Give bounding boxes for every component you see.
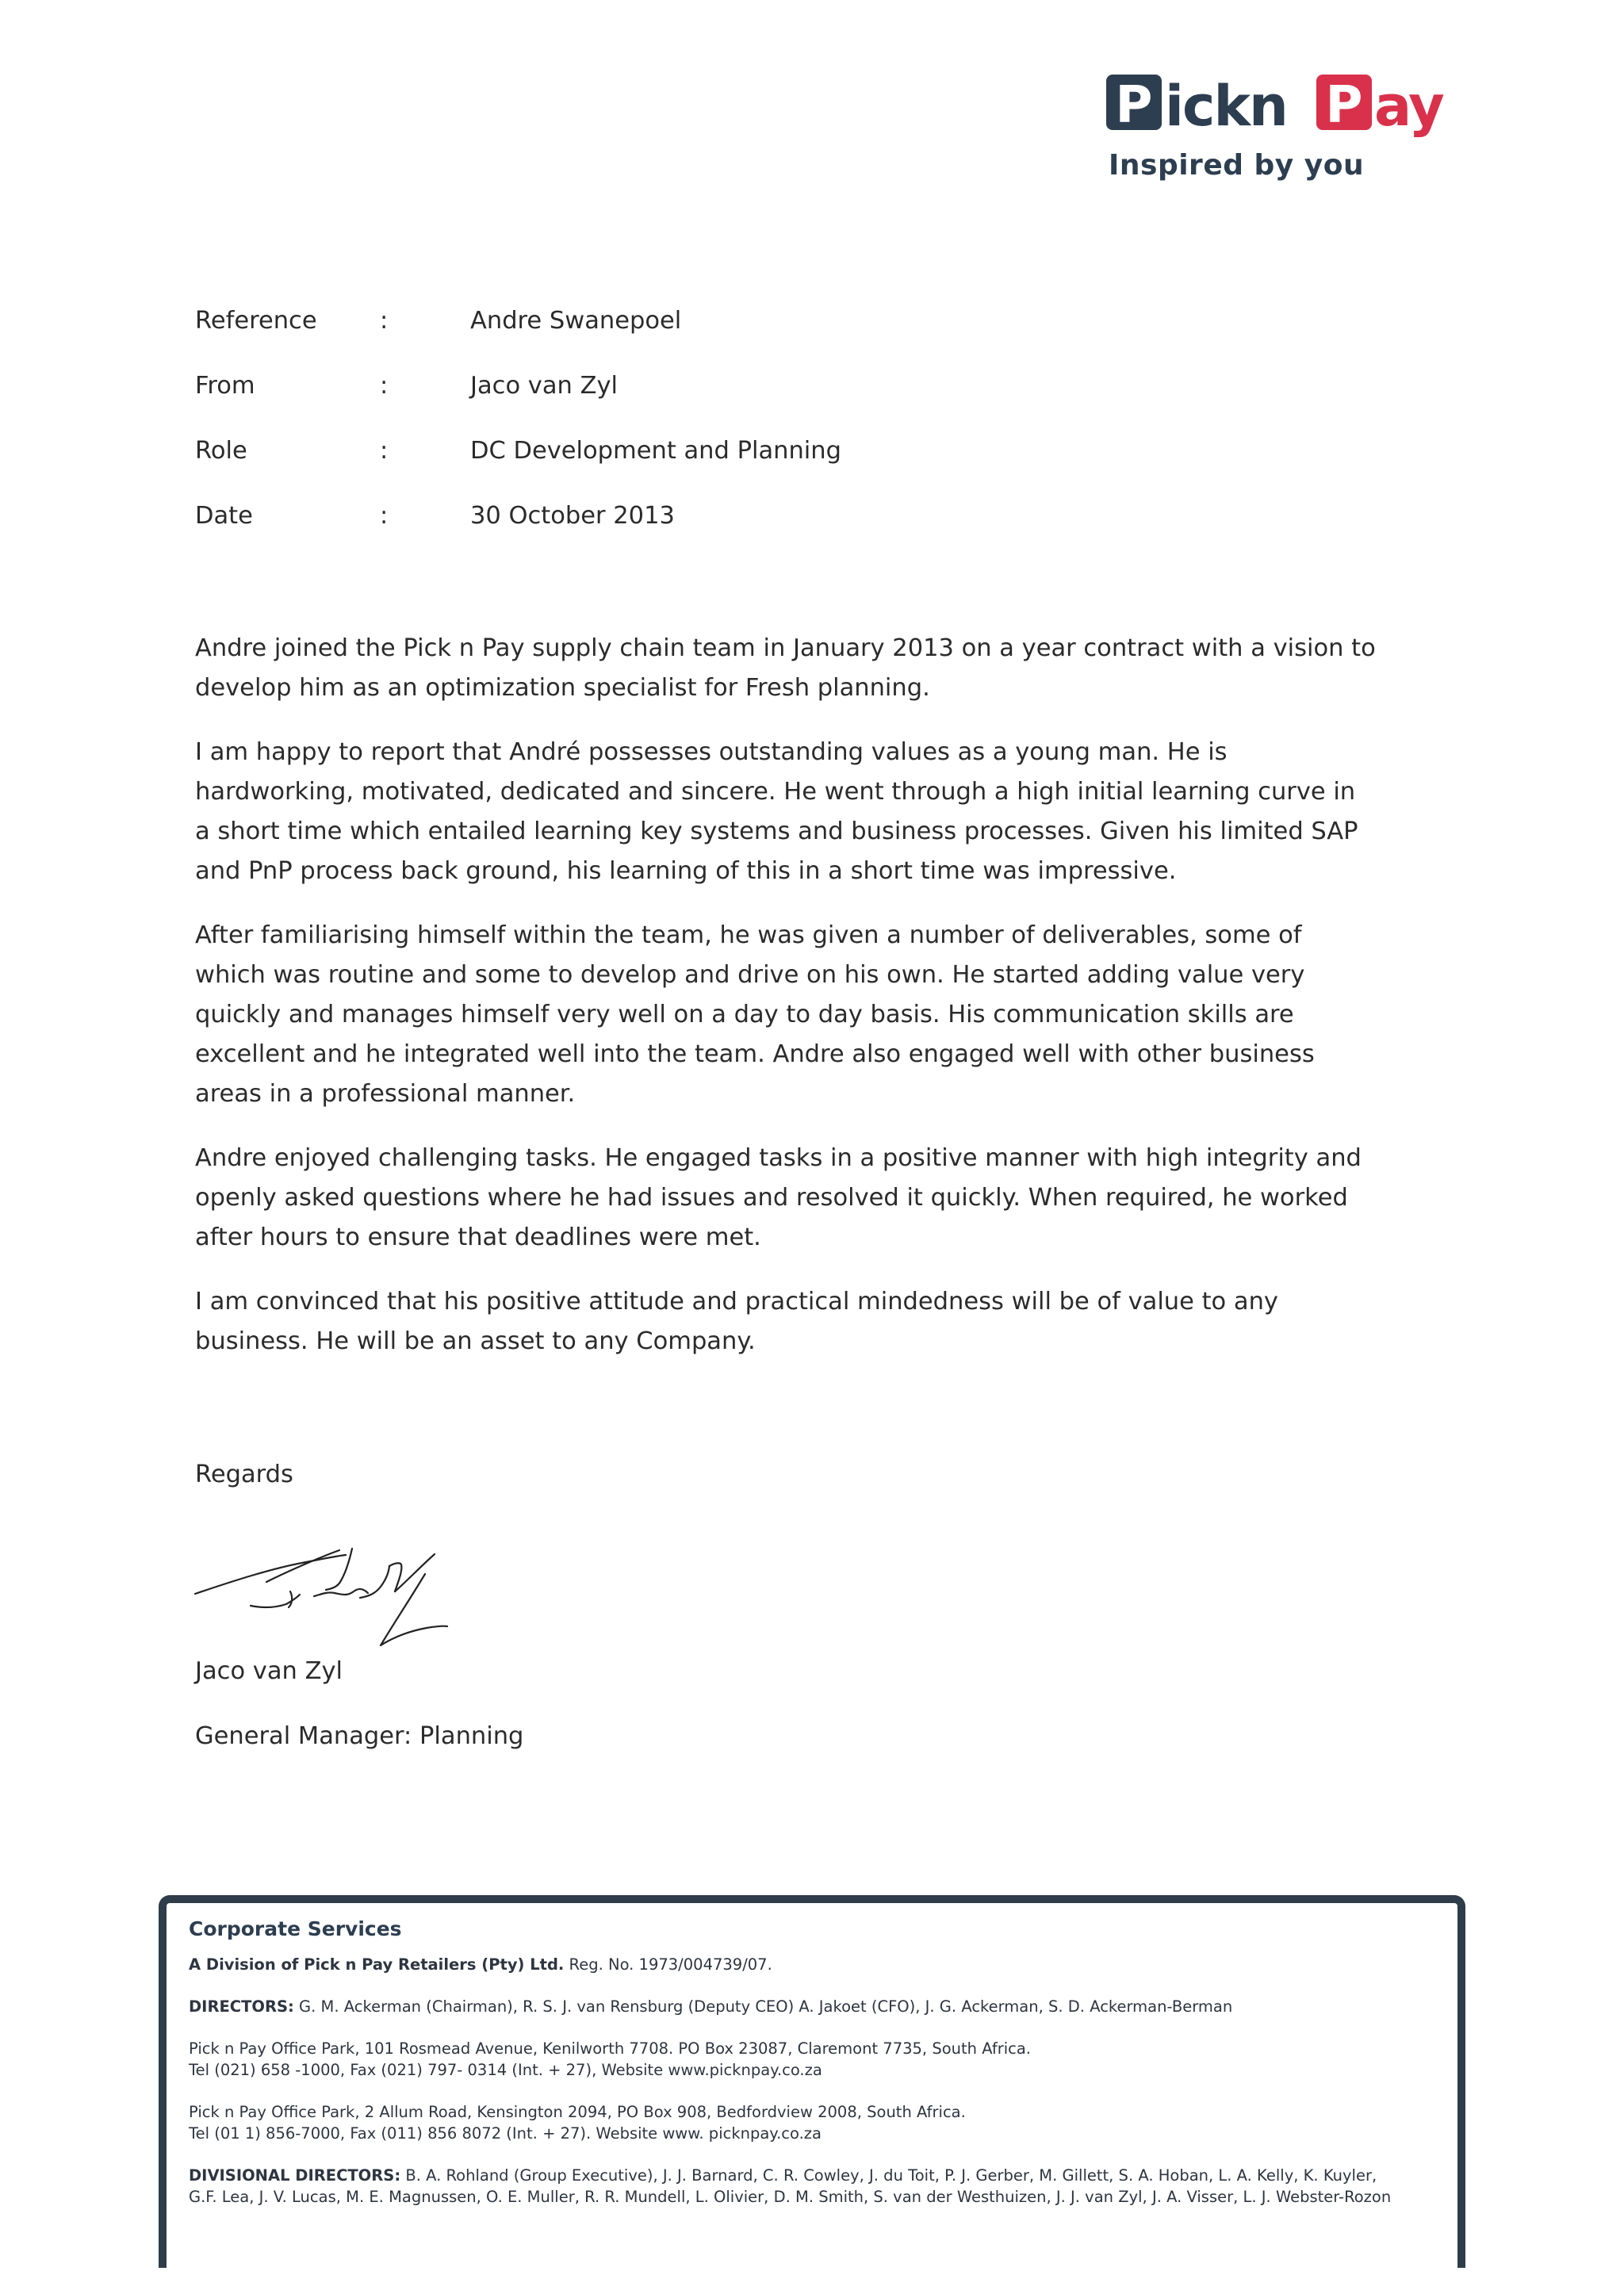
letter-body <box>195 629 1377 1386</box>
logo-tagline: Inspired by you <box>1109 149 1365 182</box>
field-colon: : <box>380 307 389 335</box>
divisional-directors-list: B. A. Rohland (Group Executive), J. J. Barnard, C. R. Cowley, J. du Toit, P. J. Gerber, M. Gillett, S. A. Hoban, L. A. Kelly, K. Kuyler, <box>400 2166 1377 2185</box>
memo-header-fields <box>195 305 909 565</box>
field-value: 30 October 2013 <box>470 502 675 530</box>
svg-text:P: P <box>1115 76 1153 135</box>
svg-text:ay: ay <box>1374 74 1443 139</box>
logo-graphic <box>1106 73 1471 152</box>
directors-list: G. M. Ackerman (Chairman), R. S. J. van Rensburg (Deputy CEO) A. Jakoet (CFO), J. G. Ackerman, S. D. Ackerman-Berman <box>293 1997 1233 2016</box>
svg-text:ickn: ickn <box>1165 74 1287 139</box>
address2-line1: Pick n Pay Office Park, 2 Allum Road, Kensington 2094, PO Box 908, Bedfordview 2008, South Africa. <box>189 2103 966 2121</box>
address1-line1: Pick n Pay Office Park, 101 Rosmead Avenue, Kenilworth 7708. PO Box 23087, Claremont 7735, South Africa. <box>189 2039 1032 2058</box>
svg-text:P: P <box>1325 76 1363 135</box>
closing-regards: Regards <box>195 1461 293 1488</box>
body-paragraph: I am happy to report that André possesses outstanding values as a young man. He is hardworking, motivated, dedicated and sincere. He went through a high initial learning curve in a short time which entailed learning key systems and business processes. Given his limited SAP and PnP process back ground, his learning of this in a short time was impressive. <box>195 738 1358 885</box>
field-from <box>195 370 909 435</box>
field-colon: : <box>380 372 389 400</box>
divisional-directors-label: DIVISIONAL DIRECTORS: <box>189 2166 401 2185</box>
address1-line2: Tel (021) 658 -1000, Fax (021) 797- 0314 (Int. + 27), Website www.picknpay.co.za <box>189 2061 822 2079</box>
division-name: A Division of Pick n Pay Retailers (Pty) Ltd. <box>189 1955 565 1974</box>
field-colon: : <box>380 502 389 530</box>
body-paragraph: I am convinced that his positive attitude and practical mindedness will be of value to any business. He will be an asset to any Company. <box>195 1288 1278 1355</box>
directors-label: DIRECTORS: <box>189 1997 294 2016</box>
footer-content <box>189 1916 1442 2208</box>
address2-line2: Tel (01 1) 856-7000, Fax (011) 856 8072 (Int. + 27). Website www. picknpay.co.za <box>189 2124 822 2143</box>
body-paragraph: After familiarising himself within the team, he was given a number of deliverables, some of which was routine and some to develop and drive on his own. He started adding value very quickly and manages himself very well on a day to day basis. His communication skills are excellent and he integrated well into the team. Andre also engaged well with other business areas in a professional manner. <box>195 921 1315 1108</box>
divisional-directors-line1 <box>189 2165 1442 2186</box>
field-role <box>195 435 909 500</box>
field-value: DC Development and Planning <box>470 437 841 465</box>
divisional-directors-line2: G.F. Lea, J. V. Lucas, M. E. Magnussen, O. E. Muller, R. R. Mundell, L. Olivier, D. M. Smith, S. van der Westhuizen, J. J. van Zyl, J. A. Visser, L. J. Webster-Rozon <box>189 2188 1392 2206</box>
registration-number: Reg. No. 1973/004739/07. <box>564 1955 772 1974</box>
handwritten-signature <box>187 1518 536 1661</box>
body-paragraph: Andre joined the Pick n Pay supply chain team in January 2013 on a year contract with a vision to develop him as an optimization specialist for Fresh planning. <box>195 634 1376 702</box>
corporate-footer-box <box>159 1895 1465 2268</box>
field-value: Andre Swanepoel <box>470 307 682 335</box>
field-colon: : <box>380 437 389 465</box>
field-reference <box>195 305 909 370</box>
field-label: From <box>195 372 255 400</box>
footer-heading: Corporate Services <box>189 1917 402 1940</box>
field-date <box>195 500 909 565</box>
field-label: Date <box>195 502 253 530</box>
footer-division-line <box>189 1954 1442 1975</box>
footer-directors-line <box>189 1996 1442 2017</box>
signatory-name: Jaco van Zyl <box>195 1657 343 1685</box>
field-value: Jaco van Zyl <box>470 372 618 400</box>
field-label: Role <box>195 437 247 465</box>
body-paragraph: Andre enjoyed challenging tasks. He engaged tasks in a positive manner with high integrity and openly asked questions where he had issues and resolved it quickly. When required, he worked after hours to ensure that deadlines were met. <box>195 1144 1362 1251</box>
signatory-title: General Manager: Planning <box>195 1722 524 1750</box>
field-label: Reference <box>195 307 317 335</box>
